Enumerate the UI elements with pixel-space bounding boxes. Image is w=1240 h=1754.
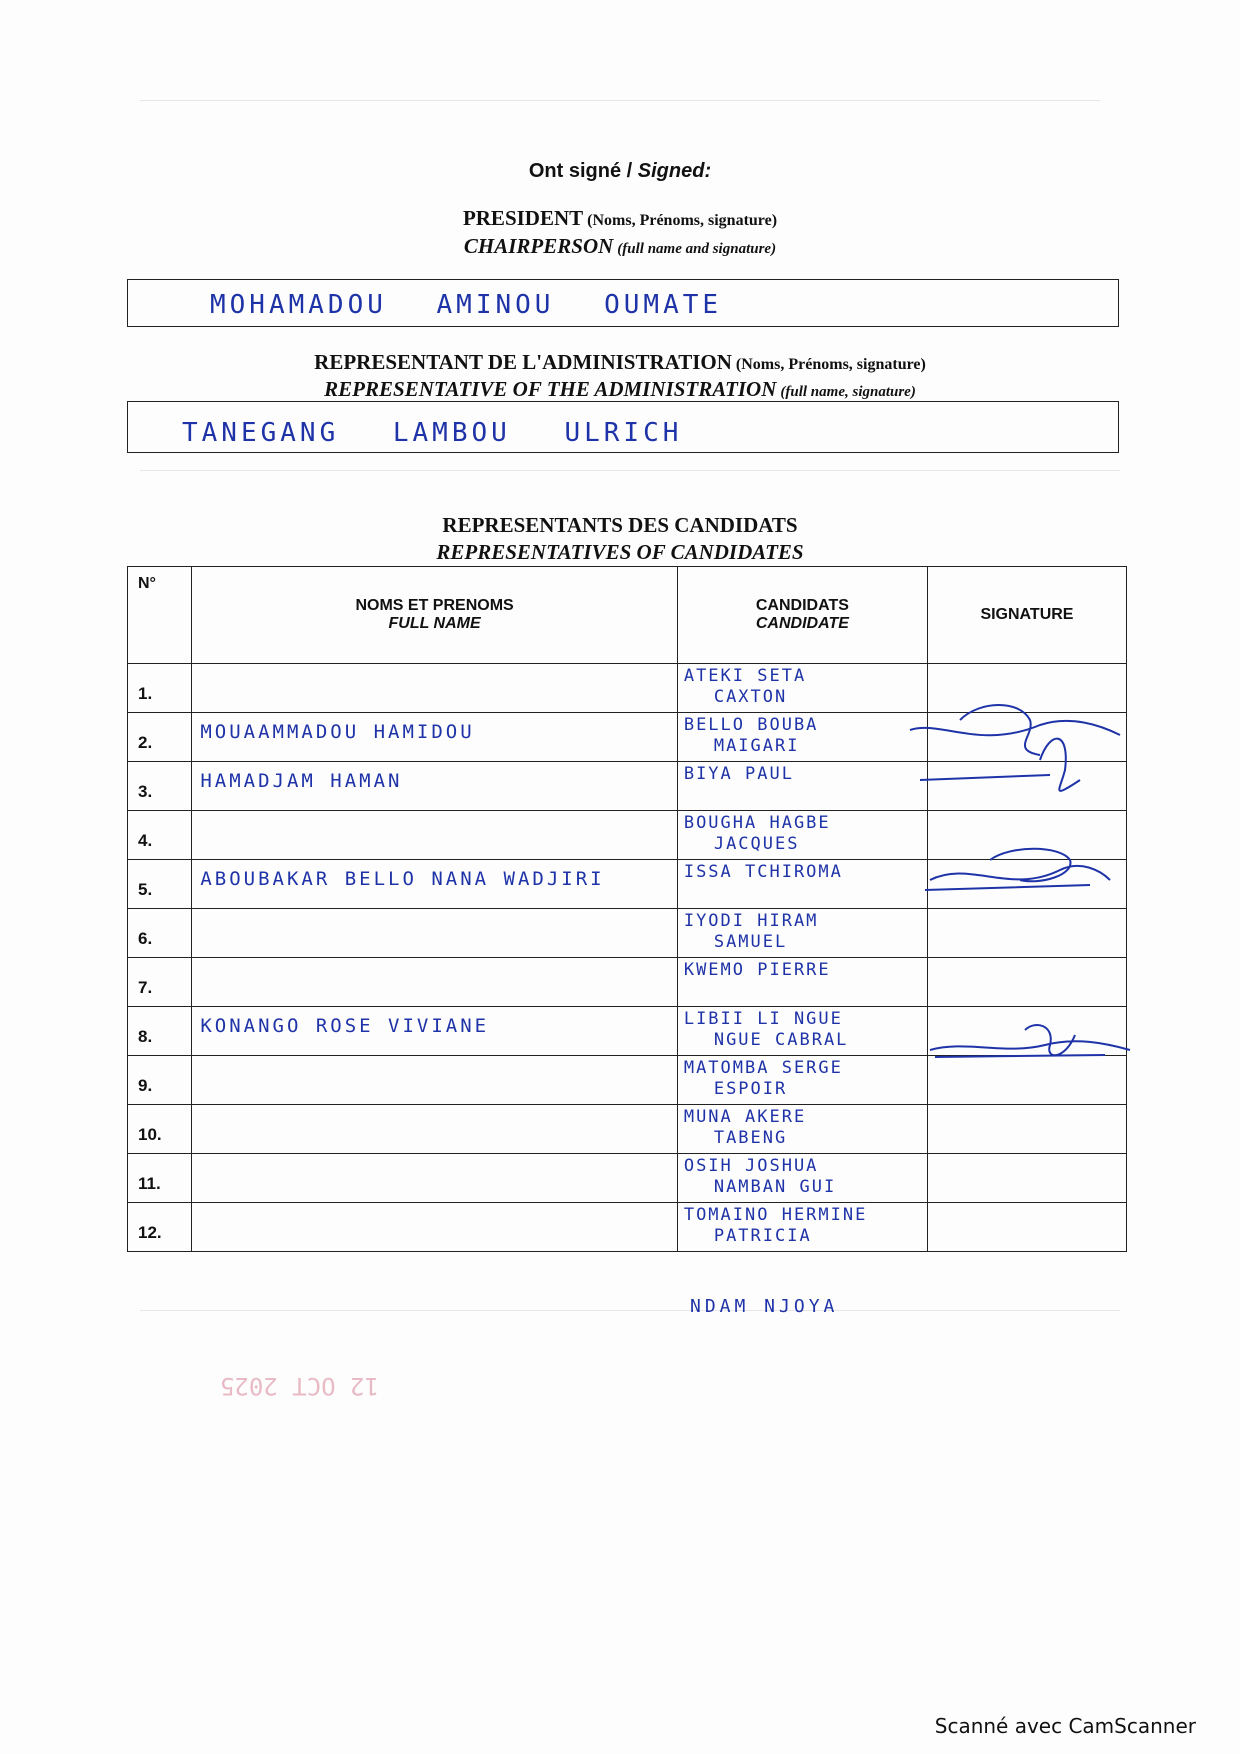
- candidate-cell: [677, 958, 927, 1007]
- candidate-name-line1: BIYA PAUL: [683, 764, 794, 784]
- header-candidate: CANDIDATS CANDIDATE: [677, 567, 927, 664]
- rep-name-cell: [192, 811, 678, 860]
- candidate-name-line1: LIBII LI NGUE: [683, 1009, 843, 1029]
- row-number: 1.: [138, 684, 153, 703]
- table-row: [128, 860, 1127, 909]
- rep-name: ABOUBAKAR BELLO NANA WADJIRI: [200, 868, 605, 890]
- candidate-name: [684, 715, 819, 757]
- candidate-name: [684, 1058, 843, 1100]
- row-number: 12.: [138, 1223, 162, 1242]
- candidate-cell: [677, 909, 927, 958]
- candidates-section-title-fr: REPRESENTANTS DES CANDIDATS: [442, 513, 798, 537]
- header-num: N°: [128, 567, 192, 664]
- candidate-name: [684, 1107, 806, 1149]
- rep-name-cell: [192, 762, 678, 811]
- header-full-name: NOMS ET PRENOMS FULL NAME: [192, 567, 678, 664]
- candidate-name: [684, 1156, 836, 1198]
- candidate-name: [684, 1205, 868, 1247]
- candidate-name-line2: JACQUES: [713, 834, 800, 854]
- signature-cell: [927, 1154, 1126, 1203]
- candidate-name-line2: CAXTON: [713, 687, 788, 707]
- row-number-cell: [128, 811, 192, 860]
- row-number-cell: [128, 1154, 192, 1203]
- candidate-name-line2: TABENG: [713, 1128, 788, 1148]
- signature-cell: [927, 958, 1126, 1007]
- signature-cell: [927, 860, 1126, 909]
- table-row: [128, 664, 1127, 713]
- candidate-cell: [677, 1105, 927, 1154]
- date-stamp: 12 OCT 2025: [220, 1372, 379, 1400]
- president-label-fr: PRESIDENT (Noms, Prénoms, signature): [462, 206, 778, 230]
- header-signature: SIGNATURE: [927, 567, 1126, 664]
- candidate-name-line1: MATOMBA SERGE: [683, 1058, 843, 1078]
- row-number: 5.: [138, 880, 153, 899]
- row-number: 10.: [138, 1125, 162, 1144]
- row-number: 7.: [138, 978, 153, 997]
- candidate-cell: [677, 762, 927, 811]
- extra-candidate-name: NDAM NJOYA: [690, 1296, 839, 1317]
- bleed-through-line: [140, 100, 1100, 101]
- row-number-cell: [128, 860, 192, 909]
- candidate-name-line1: MUNA AKERE: [683, 1107, 807, 1127]
- table-row: [128, 1203, 1127, 1252]
- candidate-name-line1: BELLO BOUBA: [683, 715, 819, 735]
- signature-cell: [927, 664, 1126, 713]
- candidate-cell: [677, 811, 927, 860]
- candidate-name-line1: IYODI HIRAM: [683, 911, 819, 931]
- admin-rep-label-en: REPRESENTATIVE OF THE ADMINISTRATION (full name, signature): [324, 377, 916, 401]
- signed-heading: Ont signé / Signed:: [528, 160, 712, 182]
- candidate-cell: [677, 664, 927, 713]
- candidate-name: [684, 1009, 849, 1051]
- row-number-cell: [128, 713, 192, 762]
- row-number: 4.: [138, 831, 153, 850]
- candidate-cell: [677, 1056, 927, 1105]
- candidate-name: [684, 666, 806, 708]
- row-number: 8.: [138, 1027, 153, 1046]
- row-number: 2.: [138, 733, 153, 752]
- row-number-cell: [128, 1007, 192, 1056]
- scanner-watermark: Scanné avec CamScanner: [934, 1714, 1196, 1738]
- rep-name-cell: [192, 958, 678, 1007]
- candidate-cell: [677, 1154, 927, 1203]
- rep-name-cell: [192, 909, 678, 958]
- candidate-name-line2: MAIGARI: [713, 736, 800, 756]
- candidate-name-line1: BOUGHA HAGBE: [683, 813, 831, 833]
- table-row: [128, 713, 1127, 762]
- row-number-cell: [128, 1105, 192, 1154]
- rep-name-cell: [192, 1007, 678, 1056]
- rep-name-cell: [192, 664, 678, 713]
- row-number-cell: [128, 909, 192, 958]
- row-number-cell: [128, 958, 192, 1007]
- candidate-name: [684, 764, 794, 785]
- rep-name-cell: [192, 713, 678, 762]
- signature-cell: [927, 811, 1126, 860]
- table-row: [128, 1105, 1127, 1154]
- candidates-section-title-en: REPRESENTATIVES OF CANDIDATES: [436, 540, 804, 564]
- bleed-through-line: [140, 470, 1120, 471]
- row-number-cell: [128, 1203, 192, 1252]
- signature-cell: [927, 713, 1126, 762]
- candidate-name-line2: PATRICIA: [713, 1226, 812, 1246]
- candidate-name: [684, 911, 819, 953]
- row-number: 11.: [138, 1174, 161, 1193]
- candidate-name: [684, 813, 831, 855]
- row-number-cell: [128, 762, 192, 811]
- row-number-cell: [128, 1056, 192, 1105]
- candidate-name-line1: KWEMO PIERRE: [683, 960, 831, 980]
- signature-cell: [927, 1056, 1126, 1105]
- rep-name-cell: [192, 1056, 678, 1105]
- candidate-name-line1: ISSA TCHIROMA: [683, 862, 843, 882]
- candidate-name: [684, 960, 831, 981]
- signature-cell: [927, 762, 1126, 811]
- rep-name-cell: [192, 1105, 678, 1154]
- table-row: [128, 762, 1127, 811]
- rep-name: MOUAAMMADOU HAMIDOU: [200, 721, 475, 743]
- signature-cell: [927, 1007, 1126, 1056]
- candidate-name-line2: SAMUEL: [713, 932, 788, 952]
- president-name: MOHAMADOU AMINOU OUMATE: [210, 290, 723, 320]
- rep-name: KONANGO ROSE VIVIANE: [200, 1015, 490, 1037]
- representatives-table: [127, 566, 1127, 1252]
- candidate-cell: [677, 713, 927, 762]
- rep-name-cell: [192, 1203, 678, 1252]
- signature-cell: [927, 1105, 1126, 1154]
- candidate-cell: [677, 1007, 927, 1056]
- president-label-en: CHAIRPERSON (full name and signature): [463, 234, 777, 258]
- table-row: [128, 1007, 1127, 1056]
- candidate-name-line2: NGUE CABRAL: [713, 1030, 849, 1050]
- row-number-cell: [128, 664, 192, 713]
- rep-name: HAMADJAM HAMAN: [200, 770, 403, 792]
- candidate-name-line1: ATEKI SETA: [683, 666, 807, 686]
- rep-name-cell: [192, 1154, 678, 1203]
- admin-rep-name: TANEGANG LAMBOU ULRICH: [182, 418, 683, 448]
- row-number: 9.: [138, 1076, 153, 1095]
- candidate-name-line1: TOMAINO HERMINE: [683, 1205, 868, 1225]
- signature-cell: [927, 909, 1126, 958]
- signature-cell: [927, 1203, 1126, 1252]
- table-row: [128, 811, 1127, 860]
- candidate-name-line2: ESPOIR: [713, 1079, 788, 1099]
- table-row: [128, 909, 1127, 958]
- candidate-name: [684, 862, 843, 883]
- row-number: 3.: [138, 782, 153, 801]
- row-number: 6.: [138, 929, 153, 948]
- table-row: [128, 1154, 1127, 1203]
- table-header-row: [128, 567, 1127, 664]
- rep-name-cell: [192, 860, 678, 909]
- candidate-cell: [677, 860, 927, 909]
- bleed-through-line: [140, 1310, 1120, 1311]
- candidate-name-line2: NAMBAN GUI: [713, 1177, 837, 1197]
- candidate-name-line1: OSIH JOSHUA: [683, 1156, 819, 1176]
- admin-rep-label-fr: REPRESENTANT DE L'ADMINISTRATION (Noms, Prénoms, signature): [314, 350, 926, 374]
- table-row: [128, 1056, 1127, 1105]
- table-row: [128, 958, 1127, 1007]
- candidate-cell: [677, 1203, 927, 1252]
